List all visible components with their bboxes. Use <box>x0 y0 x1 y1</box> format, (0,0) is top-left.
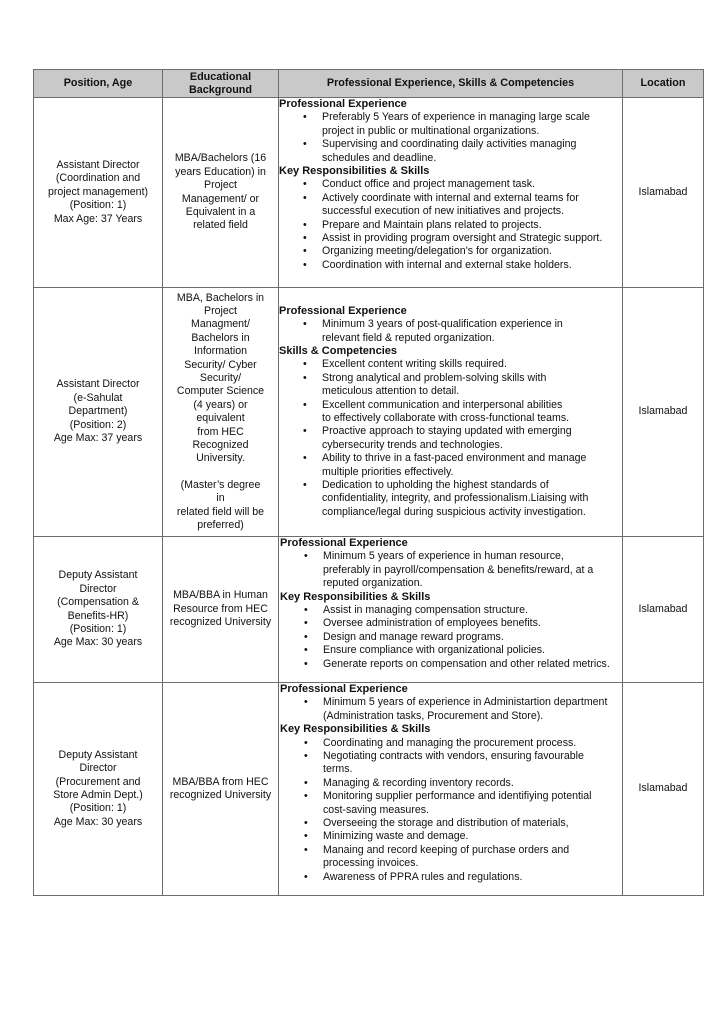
section-title: Key Responsibilities & Skills <box>280 590 431 603</box>
section-title: Professional Experience <box>279 304 407 317</box>
list-item: • Actively coordinate with internal and external teams for successful execution of new initiatives and projects. <box>322 192 622 219</box>
list-item: • Manaing and record keeping of purchase orders and processing invoices. <box>323 844 622 871</box>
list-item: • Minimizing waste and demage. <box>323 830 622 843</box>
list-item: • Ability to thrive in a fast-paced environment and manage multiple priorities effectively. <box>322 452 622 479</box>
table-row <box>34 288 704 537</box>
list-item: • Excellent content writing skills required. <box>322 358 622 371</box>
table-row <box>34 98 704 288</box>
list-item: • Minimum 3 years of post-qualification experience in relevant field & reputed organization. <box>322 318 622 345</box>
header-experience-skills: Professional Experience, Skills & Competencies <box>279 70 623 98</box>
location-cell: Islamabad <box>623 98 704 288</box>
list-item: • Organizing meeting/delegation's for organization. <box>322 245 622 258</box>
location-cell: Islamabad <box>623 537 704 683</box>
list-item: • Assist in providing program oversight and Strategic support. <box>322 232 622 245</box>
job-positions-table <box>33 69 704 896</box>
table-header-row <box>34 70 704 98</box>
list-item: • Supervising and coordinating daily activities managing schedules and deadline. <box>322 138 622 165</box>
position-cell: Assistant Director (Coordination and project management) (Position: 1) Max Age: 37 Years <box>34 98 163 288</box>
list-item: • Minimum 5 years of experience in Administartion department (Administration tasks, Procurement and Store). <box>323 696 622 723</box>
list-item: • Assist in managing compensation structure. <box>323 604 622 617</box>
experience-cell <box>279 683 623 896</box>
header-position-age: Position, Age <box>34 70 163 98</box>
list-item: • Proactive approach to staying updated with emerging cybersecurity trends and technologies. <box>322 425 622 452</box>
experience-cell <box>279 288 623 537</box>
education-cell: MBA/BBA from HEC recognized University <box>163 683 279 896</box>
list-item: • Monitoring supplier performance and identifiying potential cost-saving measures. <box>323 790 622 817</box>
section-title: Professional Experience <box>280 537 408 549</box>
section-title: Professional Experience <box>280 683 408 695</box>
list-item: • Awareness of PPRA rules and regulations. <box>323 871 622 884</box>
location-cell: Islamabad <box>623 288 704 537</box>
list-item: • Strong analytical and problem-solving skills with meticulous attention to detail. <box>322 372 622 399</box>
list-item: • Generate reports on compensation and other related metrics. <box>323 658 622 671</box>
section-title: Key Responsibilities & Skills <box>280 723 431 736</box>
education-cell: MBA/Bachelors (16 years Education) in Project Management/ or Equivalent in a related field <box>163 98 279 288</box>
list-item: • Coordinating and managing the procurement process. <box>323 737 622 750</box>
section-title: Professional Experience <box>279 98 407 110</box>
list-item: • Oversee administration of employees benefits. <box>323 617 622 630</box>
list-item: • Overseeing the storage and distribution of materials, <box>323 817 622 830</box>
education-cell: MBA, Bachelors in Project Managment/ Bachelors in Information Security/ Cyber Security/ Computer Science (4 years) or equivalent from HEC Recognized University. (Master’s degree in related field will be preferred) <box>163 288 279 537</box>
location-cell: Islamabad <box>623 683 704 896</box>
list-item: • Excellent communication and interpersonal abilities to effectively collaborate with cross-functional teams. <box>322 399 622 426</box>
list-item: • Coordination with internal and external stake holders. <box>322 259 622 272</box>
section-title: Key Responsibilities & Skills <box>279 165 430 178</box>
list-item: • Ensure compliance with organizational policies. <box>323 644 622 657</box>
experience-cell <box>279 98 623 288</box>
table-row <box>34 683 704 896</box>
header-location: Location <box>623 70 704 98</box>
list-item: • Minimum 5 years of experience in human resource, preferably in payroll/compensation & benefits/reward, at a reputed organization. <box>323 550 622 590</box>
position-cell: Deputy Assistant Director (Procurement and Store Admin Dept.) (Position: 1) Age Max: 30 years <box>34 683 163 896</box>
list-item: • Design and manage reward programs. <box>323 631 622 644</box>
experience-cell <box>279 537 623 683</box>
list-item: • Managing & recording inventory records. <box>323 777 622 790</box>
list-item: • Dedication to upholding the highest standards of confidentiality, integrity, and professionalism.Liaising with compliance/legal during suspicious activity investigation. <box>322 479 622 519</box>
position-cell: Assistant Director (e-Sahulat Department) (Position: 2) Age Max: 37 years <box>34 288 163 537</box>
education-cell: MBA/BBA in Human Resource from HEC recognized University <box>163 537 279 683</box>
list-item: • Negotiating contracts with vendors, ensuring favourable terms. <box>323 750 622 777</box>
table-row <box>34 537 704 683</box>
position-cell: Deputy Assistant Director (Compensation & Benefits-HR) (Position: 1) Age Max: 30 years <box>34 537 163 683</box>
section-title: Skills & Competencies <box>279 344 397 357</box>
header-educational-background: Educational Background <box>163 70 279 98</box>
list-item: • Conduct office and project management task. <box>322 178 622 191</box>
list-item: • Prepare and Maintain plans related to projects. <box>322 219 622 232</box>
list-item: • Preferably 5 Years of experience in managing large scale project in public or multinational organizations. <box>322 111 622 138</box>
